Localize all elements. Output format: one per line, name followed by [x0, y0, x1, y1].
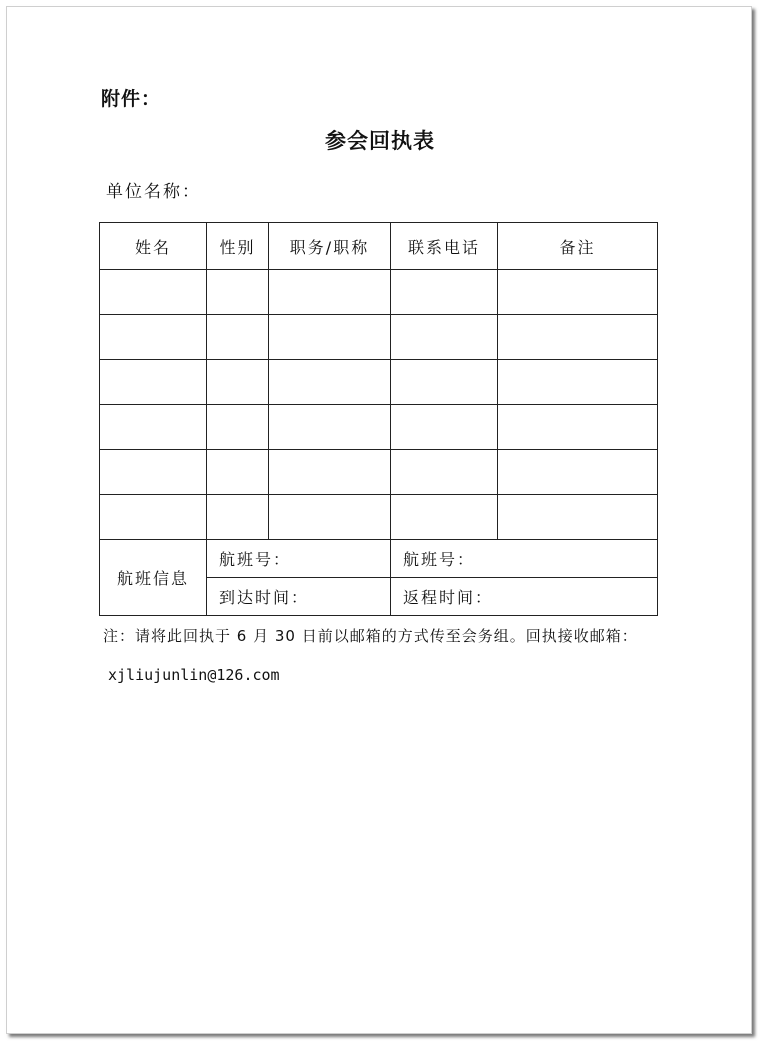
cell-title [269, 495, 391, 540]
table-row [100, 405, 658, 450]
receipt-table [99, 222, 658, 616]
return-time-field: 返程时间： [391, 578, 658, 616]
header-phone: 联系电话 [391, 223, 498, 270]
cell-gender [207, 495, 269, 540]
flight-number-field-1: 航班号： [207, 540, 391, 578]
cell-remarks [498, 270, 658, 315]
cell-gender [207, 315, 269, 360]
table-row [100, 360, 658, 405]
cell-name [100, 405, 207, 450]
cell-name [100, 450, 207, 495]
cell-phone [391, 450, 498, 495]
arrival-time-field: 到达时间： [207, 578, 391, 616]
cell-gender [207, 270, 269, 315]
cell-remarks [498, 315, 658, 360]
cell-title [269, 405, 391, 450]
table-row [100, 495, 658, 540]
flight-number-field-2: 航班号： [391, 540, 658, 578]
cell-gender [207, 405, 269, 450]
cell-gender [207, 360, 269, 405]
cell-name [100, 270, 207, 315]
header-remarks: 备注 [498, 223, 658, 270]
cell-name [100, 495, 207, 540]
unit-name-label: 单位名称： [106, 182, 201, 202]
attachment-label: 附件： [101, 88, 162, 110]
document-title: 参会回执表 [325, 128, 435, 153]
flight-info-label: 航班信息 [100, 540, 207, 616]
cell-phone [391, 315, 498, 360]
table-row [100, 315, 658, 360]
cell-title [269, 315, 391, 360]
cell-remarks [498, 450, 658, 495]
cell-name [100, 315, 207, 360]
cell-remarks [498, 495, 658, 540]
cell-title [269, 360, 391, 405]
flight-row-1 [100, 540, 658, 578]
table-row [100, 270, 658, 315]
header-gender: 性别 [207, 223, 269, 270]
cell-title [269, 270, 391, 315]
cell-phone [391, 495, 498, 540]
cell-gender [207, 450, 269, 495]
submission-note: 注：请将此回执于 6 月 30 日前以邮箱的方式传至会务组。回执接收邮箱： [103, 627, 638, 645]
contact-email: xjliujunlin@126.com [108, 666, 280, 684]
cell-remarks [498, 360, 658, 405]
header-title: 职务/职称 [269, 223, 391, 270]
table-row [100, 450, 658, 495]
cell-phone [391, 270, 498, 315]
cell-title [269, 450, 391, 495]
cell-phone [391, 405, 498, 450]
cell-name [100, 360, 207, 405]
cell-remarks [498, 405, 658, 450]
header-row [100, 223, 658, 270]
header-name: 姓名 [100, 223, 207, 270]
cell-phone [391, 360, 498, 405]
